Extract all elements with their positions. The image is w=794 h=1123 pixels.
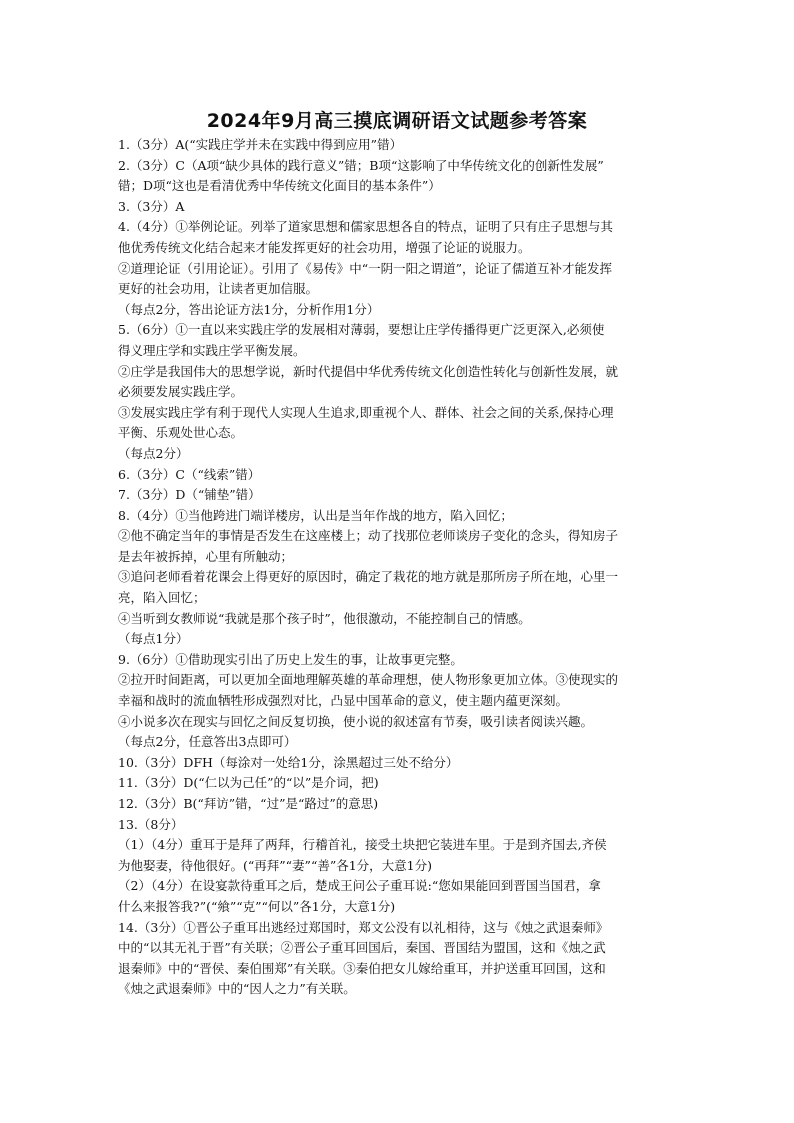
answer-line: 错；D项“这也是看清优秀中华传统文化面目的基本条件”） bbox=[118, 178, 441, 194]
answer-line: （2）（4分）在设宴款待重耳之后，楚成王问公子重耳说:“您如果能回到晋国当国君，拿 bbox=[118, 878, 601, 894]
answer-line: 8.（4分）①当他跨进门端详楼房，认出是当年作战的地方，陷入回忆； bbox=[118, 507, 513, 523]
answer-line: 得义理庄学和实践庄学平衡发展。 bbox=[118, 342, 306, 358]
answer-line: 12.（3分）B(“拜访”错，“过”是“路过”的意思) bbox=[118, 796, 379, 811]
answer-line: 13.（8分） bbox=[118, 816, 184, 832]
document-title: 2024年9月高三摸底调研语文试题参考答案 bbox=[206, 110, 588, 132]
answer-line: ②拉开时间距离，可以更加全面地理解英雄的革命理想，使人物形象更加立体。③使现实的 bbox=[118, 672, 619, 688]
answer-line: ②庄学是我国伟大的思想学说，新时代提倡中华优秀传统文化创造性转化与创新性发展，就 bbox=[118, 363, 619, 379]
answer-line: 为他娶妻，待他很好。(“再拜”“妻”“善”各1分，大意1分) bbox=[118, 857, 433, 873]
answer-line: 14.（3分）①晋公子重耳出逃经过郑国时，郑文公没有以礼相待，这与《烛之武退秦师》 bbox=[118, 919, 609, 935]
answer-line: 中的“以其无礼于晋”有关联；②晋公子重耳回国后，秦国、晋国结为盟国，这和《烛之武 bbox=[118, 940, 606, 956]
answer-line: 3.（3分）A bbox=[118, 198, 185, 214]
answer-line: （每点1分） bbox=[118, 631, 189, 647]
answer-line: 7.（3分）D（“铺垫”错） bbox=[118, 487, 261, 503]
answer-line: ②道理论证（引用论证）。引用了《易传》中“一阴一阳之谓道”，论证了儒道互补才能发挥 bbox=[118, 260, 613, 276]
answer-line: 10.（3分）DFH（每涂对一处给1分，涂黑超过三处不给分） bbox=[118, 754, 459, 770]
answer-line: 亮，陷入回忆； bbox=[118, 590, 206, 606]
answer-line: 他优秀传统文化结合起来才能发挥更好的社会功用，增强了论证的说服力。 bbox=[118, 239, 531, 255]
answer-line: ②他不确定当年的事情是否发生在这座楼上；动了找那位老师谈房子变化的念头，得知房子 bbox=[118, 528, 619, 544]
answer-line: ③追问老师看着花课会上得更好的原因时，确定了栽花的地方就是那所房子所在地，心里一 bbox=[118, 569, 619, 585]
answer-line: （每点2分，答出论证方法1分，分析作用1分） bbox=[118, 301, 380, 317]
answer-line: 退秦师》中的“晋侯、秦伯围郑”有关联。③秦伯把女儿嫁给重耳，并护送重耳回国，这和 bbox=[118, 960, 606, 976]
answer-line: 平衡、乐观处世心态。 bbox=[118, 425, 244, 441]
answer-line: 2.（3分）C（A项“缺少具体的践行意义”错；B项“这影响了中华传统文化的创新性发展” bbox=[118, 157, 604, 173]
answer-line: （每点2分） bbox=[118, 445, 189, 461]
answer-body bbox=[118, 135, 678, 1000]
answer-line: （每点2分，任意答出3点即可） bbox=[118, 734, 297, 750]
answer-line: 4.（4分）①举例论证。列举了道家思想和儒家思想各自的特点，证明了只有庄子思想与其 bbox=[118, 219, 613, 235]
answer-line: 是去年被拆掉，心里有所触动； bbox=[118, 548, 294, 564]
answer-line: 更好的社会功用，让读者更加信服。 bbox=[118, 281, 319, 297]
answer-line: 《烛之武退秦师》中的“因人之力”有关联。 bbox=[118, 981, 356, 997]
answer-line: 11.（3分）D(“仁以为己任”的“以”是介词，把) bbox=[118, 775, 379, 791]
answer-line: （1）（4分）重耳于是拜了两拜，行稽首礼，接受土块把它装进车里。于是到齐国去,齐侯 bbox=[118, 837, 607, 853]
answer-line: 必须要发展实践庄学。 bbox=[118, 384, 244, 400]
answer-line: ③发展实践庄学有利于现代人实现人生追求,即重视个人、群体、社会之间的关系,保持心理 bbox=[118, 404, 614, 420]
answer-line: 9.（6分）①借助现实引出了历史上发生的事，让故事更完整。 bbox=[118, 651, 463, 667]
answer-line: 幸福和战时的流血牺牲形成强烈对比，凸显中国革命的意义，使主题内蕴更深刻。 bbox=[118, 693, 569, 709]
answer-line: 什么来报答我?”(“飨”“克”“何以”各1分，大意1分) bbox=[118, 898, 396, 914]
answer-line: 1.（3分）A(“实践庄学并未在实践中得到应用”错） bbox=[118, 137, 403, 152]
answer-line: 6.（3分）C（“线索”错） bbox=[118, 466, 261, 482]
answer-line: ④小说多次在现实与回忆之间反复切换，使小说的叙述富有节奏，吸引读者阅读兴趣。 bbox=[118, 713, 594, 729]
answer-line: ④当听到女教师说“我就是那个孩子时”，他很激动，不能控制自己的情感。 bbox=[118, 610, 531, 626]
answer-line: 5.（6分）①一直以来实践庄学的发展相对薄弱，要想让庄学传播得更广泛更深入,必须使 bbox=[118, 322, 605, 338]
